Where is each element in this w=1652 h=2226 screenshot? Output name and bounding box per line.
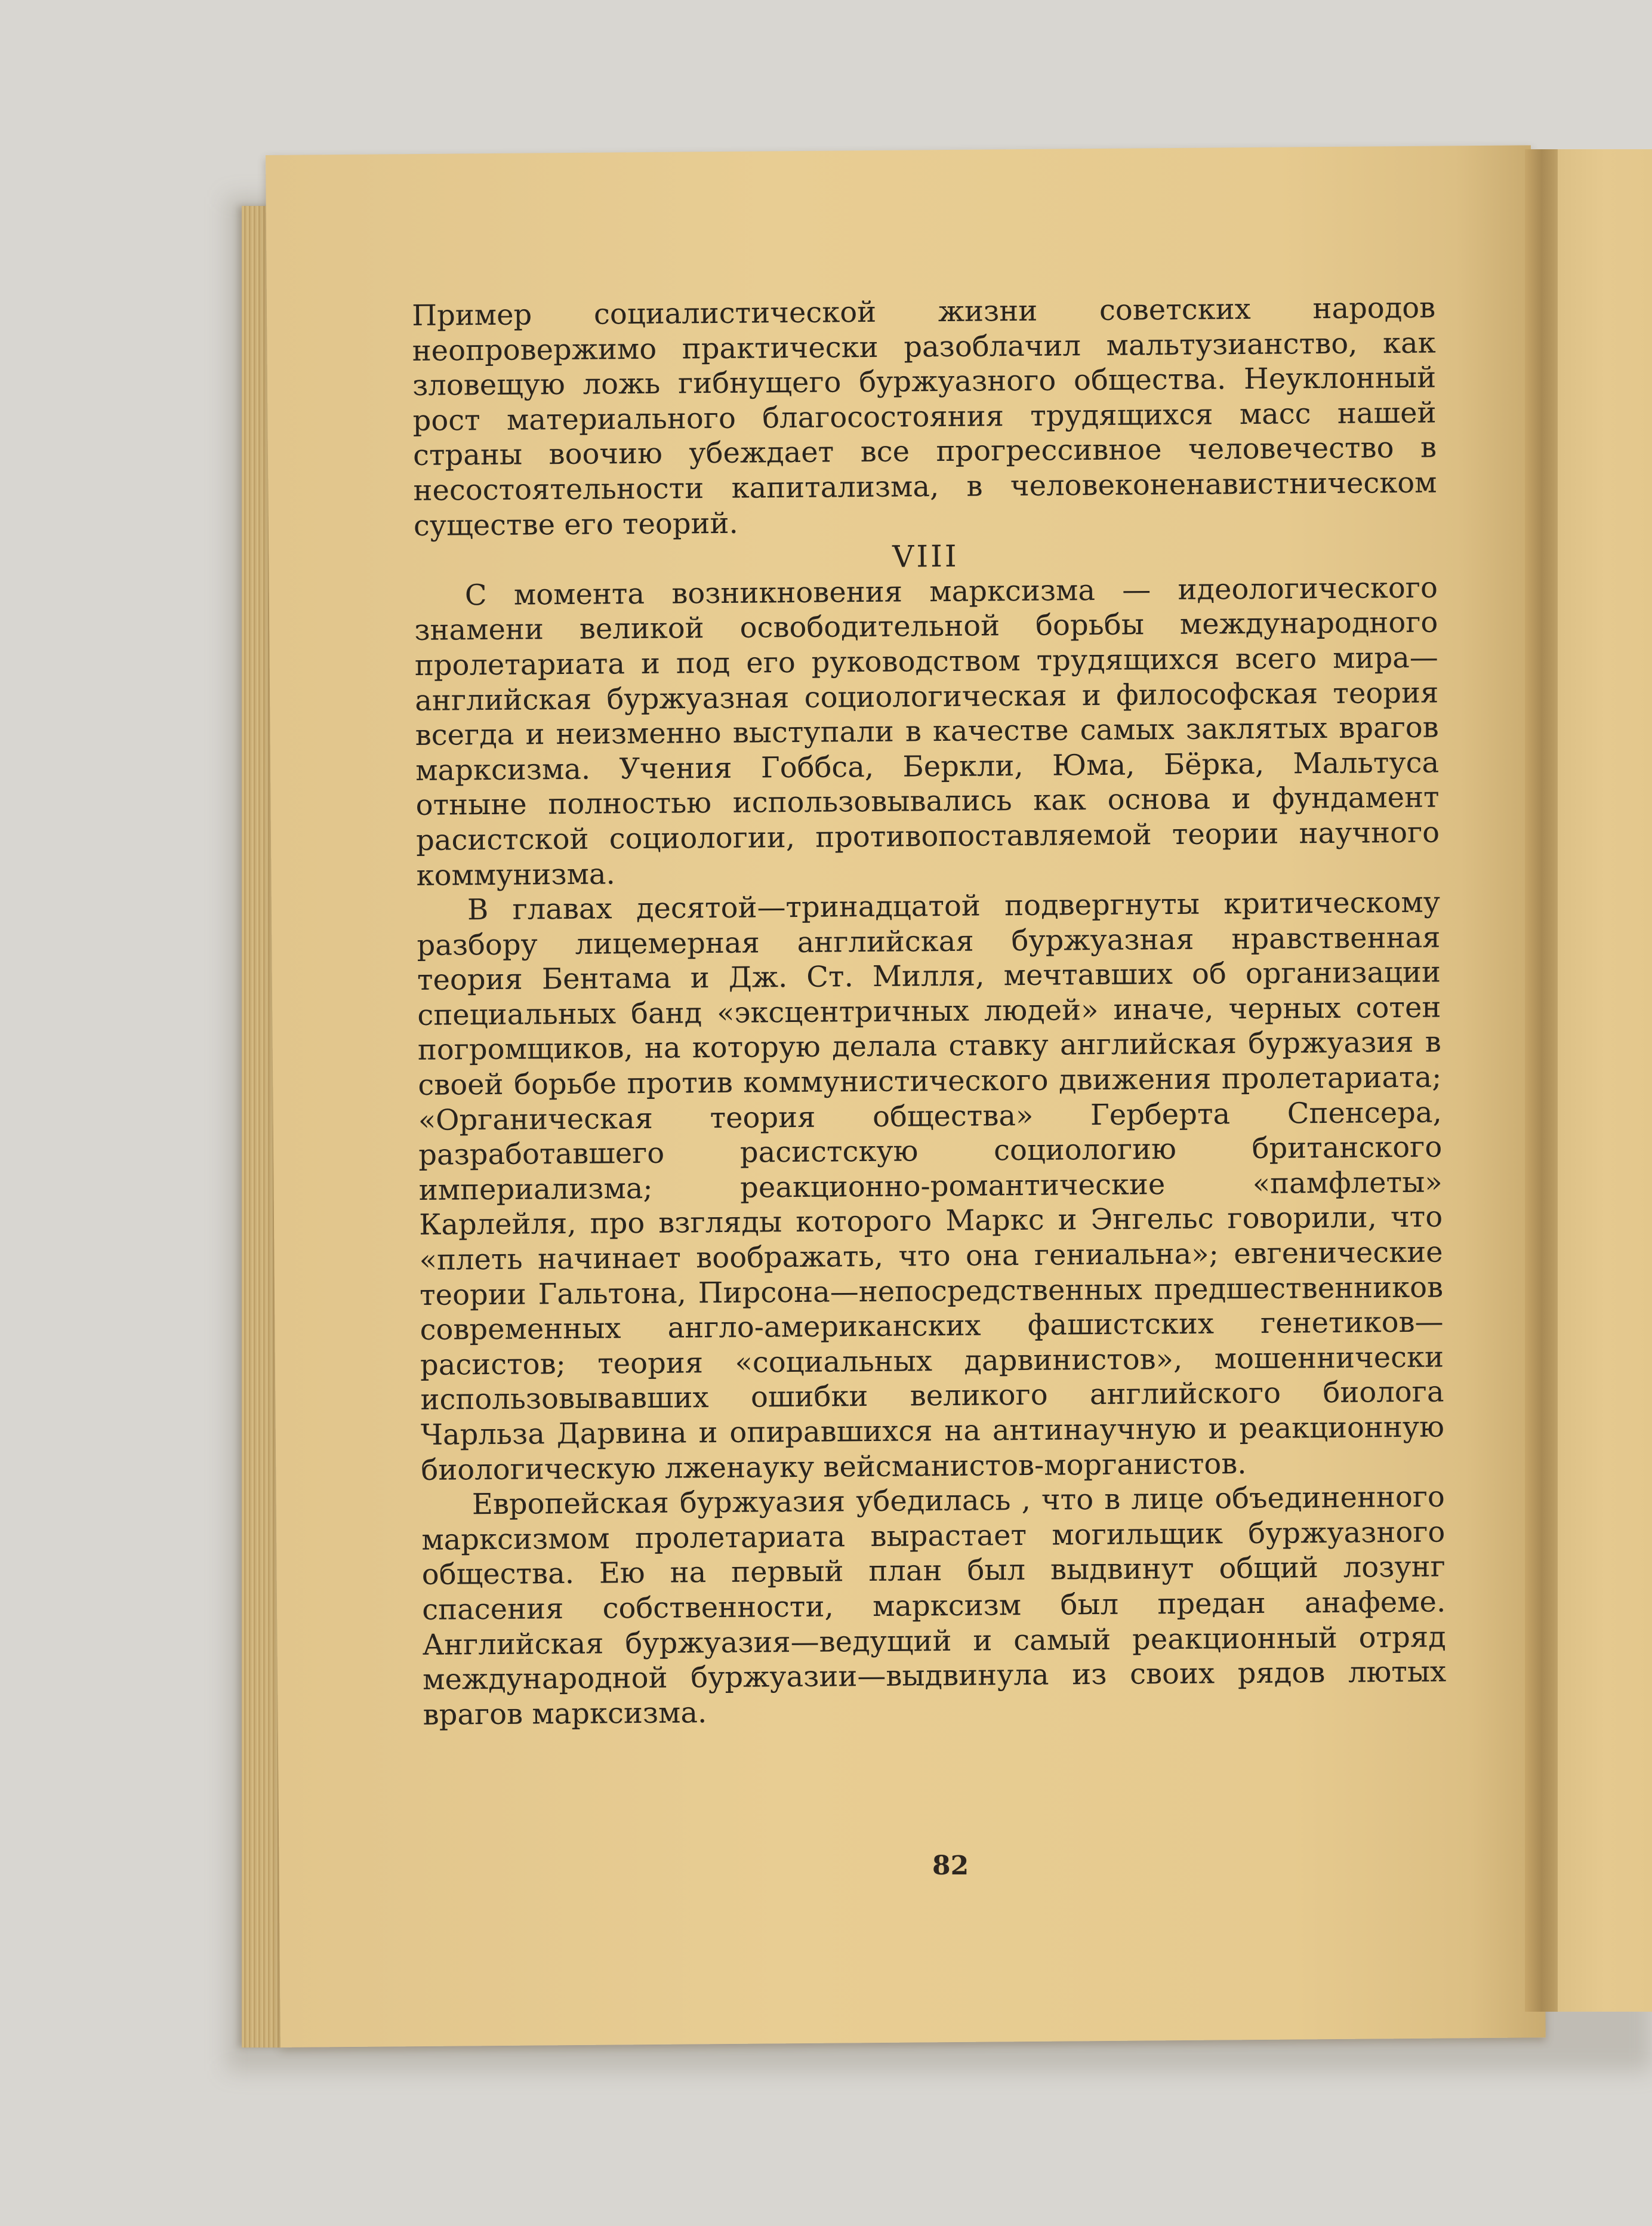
page-number: 82 — [932, 1851, 969, 1881]
paragraph-4: Европейская буржуазия убедилась , что в лице объединенного марксизмом пролетариата вырастает могильщик буржуазного общества. Ею на первый план был выдвинут общий лозунг спасения собственности, марксизм был предан анафеме. Английская буржуазия—ведущий и самый реакционный отряд международной буржуазии—выдвинула из своих рядов лютых врагов марксизма. — [421, 1480, 1447, 1732]
paragraph-2: С момента возникновения марксизма — идеологического знамени великой освободительной борьбы международного пролетариата и под его руководством трудящихся всего мира— английская буржуазная социологическая и философская теория всегда и неизменно выступали в качестве самых заклятых врагов марксизма. Учения Гоббса, Беркли, Юма, Бёрка, Мальтуса отныне полностью использовывались как основа и фундамент расистской социологии, противопоставляемой теории научного коммунизма. — [414, 571, 1440, 892]
right-book-page-edge — [1558, 149, 1652, 2012]
section-heading: VIII — [892, 538, 959, 574]
paragraph-1: Пример социалистической жизни советских народов неопровержимо практически разоблачил мальтузианство, как зловещую ложь гибнущего буржуазного общества. Неуклонный рост материального благосостояния трудящихся масс нашей страны воочию убеждает все прогрессивное человечество в несостоятельности капитализма, в человеконенавистническом существе его теорий. — [412, 291, 1437, 543]
page-text-block — [412, 291, 1447, 1733]
paragraph-3: В главах десятой—тринадцатой подвергнуты критическому разбору лицемерная английская буржуазная нравственная теория Бентама и Дж. Ст. Милля, мечтавших об организации специальных банд «эксцентричных людей» иначе, черных сотен погромщиков, на которую делала ставку английская буржуазия в своей борьбе против коммунистического движения пролетариата; «Органическая теория общества» Герберта Спенсера, разработавшего расистскую социологию британского империализма; реакционно-романтические «памфлеты» Карлейля, про взгляды которого Маркс и Энгельс говорили, что «плеть начинает воображать, что она гениальна»; евгенические теории Гальтона, Пирсона—непосредственных предшественников современных англо-американских фашистских генетиков—расистов; теория «социальных дарвинистов», мошеннически использовывавших ошибки великого английского биолога Чарльза Дарвина и опиравшихся на антинаучную и реакционную биологическую лженауку вейсманистов-морганистов. — [417, 885, 1445, 1487]
